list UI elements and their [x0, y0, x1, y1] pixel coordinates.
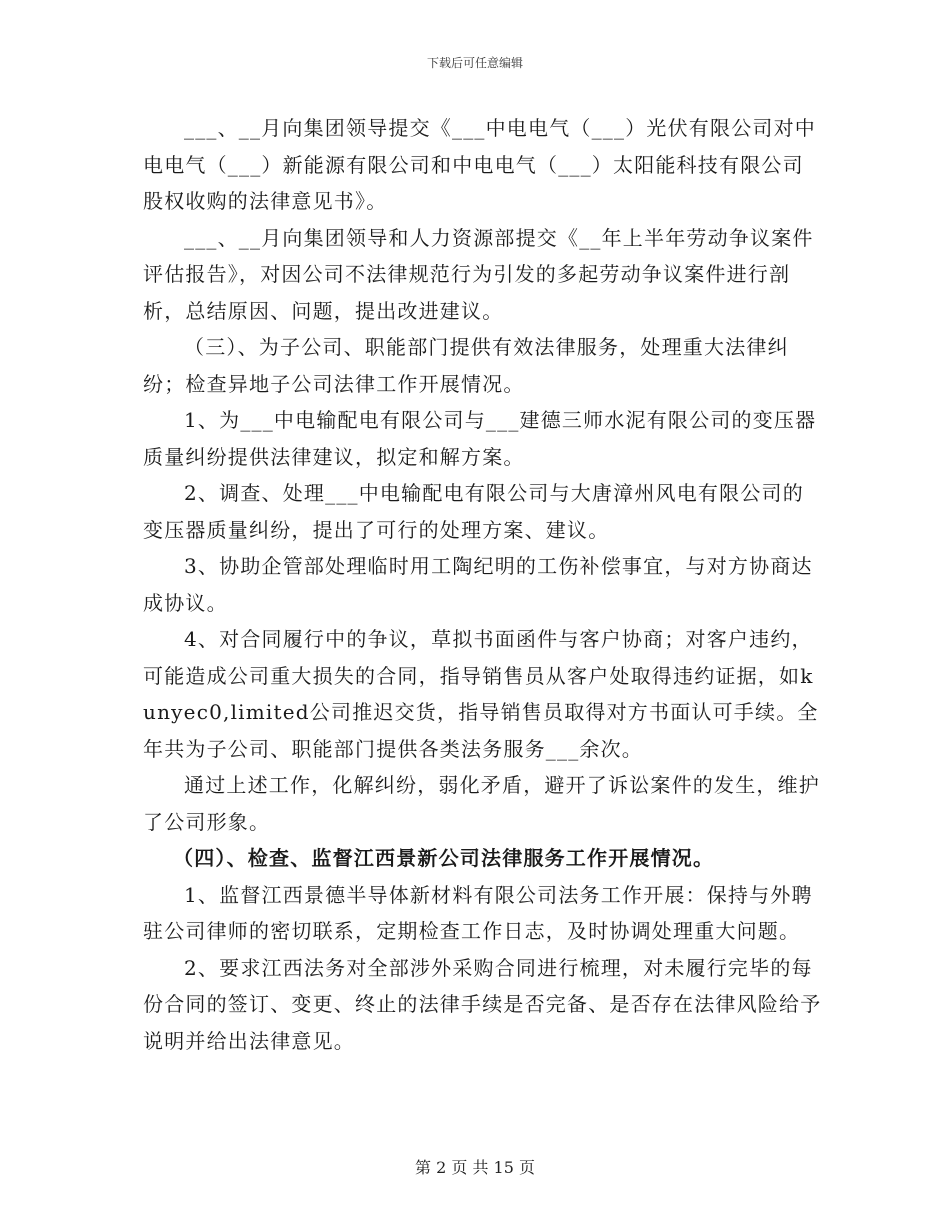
paragraph-labor-dispute-report: ___、__月向集团领导和人力资源部提交《__年上半年劳动争议案件评估报告》，对因公司不法律规范行为引发的多起劳动争议案件进行剖析，总结原因、问题，提出改进建议。 — [143, 225, 814, 323]
page-header: 下载后可任意编辑 — [426, 56, 523, 70]
list-item-4: 4、对合同履行中的争议，草拟书面函件与客户协商；对客户违约，可能造成公司重大损失的合同，指导销售员从客户处取得违约证据，如kunyec0,limited公司推迟交货，指导销售员取得对方书面认可手续。全年共为子公司、职能部门提供各类法务服务___余次。 — [143, 627, 819, 761]
list-item-1: 1、为___中电输配电有限公司与___建德三师水泥有限公司的变压器质量纠纷提供法律建议，拟定和解方案。 — [143, 408, 817, 469]
paragraph-summary: 通过上述工作，化解纠纷，弱化矛盾，避开了诉讼案件的发生，维护了公司形象。 — [143, 773, 820, 834]
list-item-jiangxi-2: 2、要求江西法务对全部涉外采购合同进行梳理，对未履行完毕的每份合同的签订、变更、终止的法律手续是否完备、是否存在法律风险给予说明并给出法律意见。 — [143, 955, 822, 1053]
paragraph-legal-opinion-submission: ___、__月向集团领导提交《___中电电气（___）光伏有限公司对中电电气（___）新能源有限公司和中电电气（___）太阳能科技有限公司股权收购的法律意见书》。 — [143, 116, 816, 213]
section-heading-three: （三）、为子公司、职能部门提供有效法律服务，处理重大法律纠纷；检查异地子公司法律工作开展情况。 — [143, 335, 789, 396]
list-item-jiangxi-1: 1、监督江西景德半导体新材料有限公司法务工作开展：保持与外聘驻公司律师的密切联系，定期检查工作日志，及时协调处理重大问题。 — [143, 882, 813, 943]
section-heading-four: （四）、检查、监督江西景新公司法律服务工作开展情况。 — [173, 846, 715, 870]
list-item-2: 2、调查、处理___中电输配电有限公司与大唐漳州风电有限公司的变压器质量纠纷，提出了可行的处理方案、建议。 — [143, 481, 804, 542]
document-body — [143, 110, 823, 1059]
page-number: 第 2 页 共 15 页 — [415, 1158, 535, 1177]
list-item-3: 3、协助企管部处理临时用工陶纪明的工伤补偿事宜，与对方协商达成协议。 — [143, 554, 813, 615]
